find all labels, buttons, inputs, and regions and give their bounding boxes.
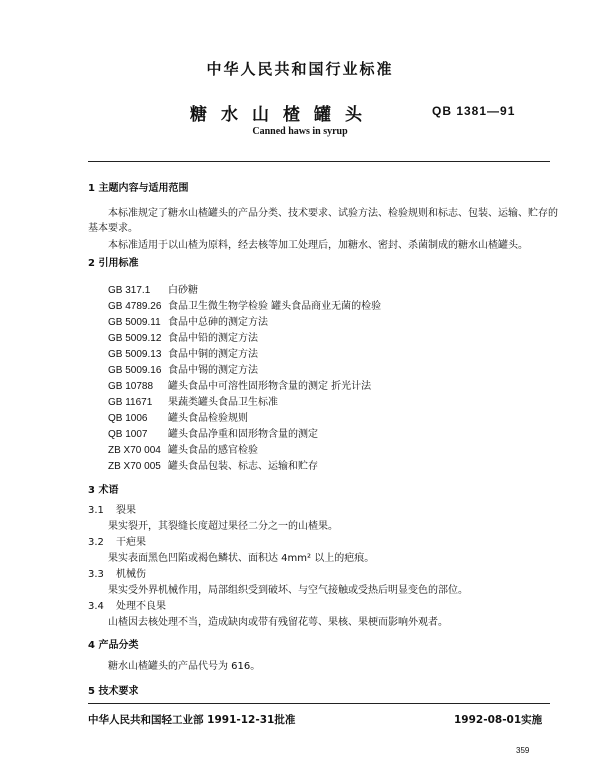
reference-title: 食品卫生微生物学检验 罐头食品商业无菌的检验 — [168, 301, 382, 312]
reference-title: 食品中铅的测定方法 — [168, 333, 258, 344]
term-number: 3.2 — [88, 537, 104, 548]
page-number: 359 — [516, 746, 530, 755]
reference-code: QB 1007 — [108, 429, 148, 440]
reference-title: 食品中锡的测定方法 — [168, 365, 258, 376]
reference-title: 食品中铜的测定方法 — [168, 349, 258, 360]
section-3-heading: 3 术语 — [88, 485, 119, 496]
term-name: 处理不良果 — [116, 601, 166, 612]
header-divider — [88, 161, 550, 162]
section-5-heading: 5 技术要求 — [88, 686, 139, 697]
reference-item — [108, 393, 278, 408]
term-definition: 果实裂开，其裂缝长度超过果径二分之一的山楂果。 — [108, 521, 338, 532]
reference-code: GB 5009.13 — [108, 349, 162, 360]
reference-title: 果蔬类罐头食品卫生标准 — [168, 397, 278, 408]
term-definition: 果实受外界机械作用，局部组织受到破坏、与空气接触或受热后明显变色的部位。 — [108, 585, 468, 596]
term-definition: 山楂因去核处理不当，造成缺肉或带有残留花萼、果核、果梗而影响外观者。 — [108, 617, 448, 628]
reference-code: GB 5009.11 — [108, 317, 161, 328]
term-heading — [88, 501, 136, 516]
term-number: 3.3 — [88, 569, 104, 580]
reference-title: 白砂糖 — [168, 285, 198, 296]
section-1-heading: 1 主题内容与适用范围 — [88, 183, 189, 194]
term-number: 3.1 — [88, 505, 104, 516]
term-heading — [88, 565, 146, 580]
term-name: 机械伤 — [116, 569, 146, 580]
section-1-paragraph-1-line-1: 本标准规定了糖水山楂罐头的产品分类、技术要求、试验方法、检验规则和标志、包装、运输、贮存的 — [108, 208, 558, 219]
term-heading — [88, 597, 166, 612]
reference-code: GB 5009.16 — [108, 365, 162, 376]
reference-item — [108, 425, 318, 440]
reference-item — [108, 409, 248, 424]
section-1-paragraph-1-line-2: 基本要求。 — [88, 223, 138, 234]
reference-code: GB 11671 — [108, 397, 153, 408]
issuing-body-title: 中华人民共和国行业标准 — [206, 60, 394, 78]
reference-item — [108, 281, 198, 296]
footer-divider — [88, 703, 550, 704]
term-number: 3.4 — [88, 601, 104, 612]
reference-item — [108, 345, 258, 360]
standard-title-english: Canned haws in syrup — [252, 126, 348, 137]
reference-title: 食品中总砷的测定方法 — [168, 317, 268, 328]
term-heading — [88, 533, 146, 548]
reference-item — [108, 377, 371, 392]
reference-item — [108, 441, 258, 456]
reference-title: 罐头食品中可溶性固形物含量的测定 折光计法 — [168, 381, 372, 392]
term-definition: 果实表面黑色凹陷或褐色鳞状、面积达 4mm² 以上的疤痕。 — [108, 553, 375, 564]
reference-code: GB 317.1 — [108, 285, 151, 296]
reference-code: GB 5009.12 — [108, 333, 162, 344]
approval-line: 中华人民共和国轻工业部 1991-12-31批准 — [88, 714, 296, 726]
reference-code: ZB X70 004 — [108, 445, 161, 456]
reference-item — [108, 297, 381, 312]
reference-code: ZB X70 005 — [108, 461, 161, 472]
reference-title: 罐头食品的感官检验 — [168, 445, 258, 456]
reference-code: QB 1006 — [108, 413, 148, 424]
section-1-paragraph-2: 本标准适用于以山楂为原料，经去核等加工处理后，加糖水、密封、杀菌制成的糖水山楂罐头。 — [108, 240, 528, 251]
reference-title: 罐头食品净重和固形物含量的测定 — [168, 429, 318, 440]
section-2-heading: 2 引用标准 — [88, 258, 139, 269]
reference-item — [108, 329, 258, 344]
reference-code: GB 10788 — [108, 381, 154, 392]
term-name: 干疤果 — [116, 537, 146, 548]
reference-title: 罐头食品包装、标志、运输和贮存 — [168, 461, 318, 472]
reference-title: 罐头食品检验规则 — [168, 413, 248, 424]
section-4-heading: 4 产品分类 — [88, 640, 139, 651]
reference-item — [108, 313, 268, 328]
implementation-date: 1992-08-01实施 — [454, 714, 543, 726]
reference-code: GB 4789.26 — [108, 301, 162, 312]
standard-code: QB 1381—91 — [432, 104, 516, 118]
reference-item — [108, 457, 318, 472]
standard-title-chinese: 糖水山楂罐头 — [190, 105, 376, 125]
section-4-text: 糖水山楂罐头的产品代号为 616。 — [108, 661, 261, 672]
reference-item — [108, 361, 258, 376]
term-name: 裂果 — [116, 505, 136, 516]
